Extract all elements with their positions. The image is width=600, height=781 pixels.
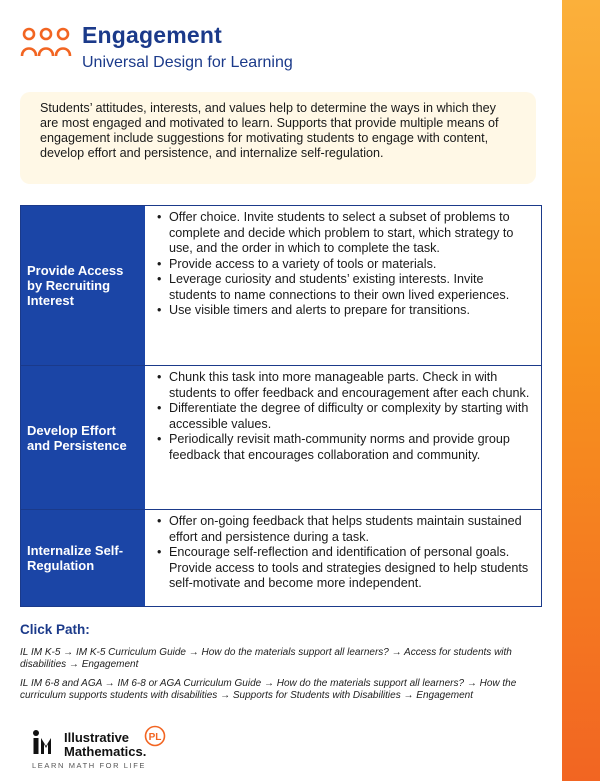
list-item: • Offer on-going feedback that helps students maintain sustained effort and persistence during a task. bbox=[155, 514, 531, 545]
side-decorative-stripe bbox=[562, 0, 600, 781]
row-label: Develop Effort and Persistence bbox=[21, 366, 145, 509]
list-item: • Offer choice. Invite students to select a subset of problems to complete and decide which problem to start, which strategy to use, and the order in which to complete the task. bbox=[155, 210, 531, 257]
im-logo-mark-icon bbox=[32, 729, 58, 755]
strategies-table bbox=[20, 205, 542, 607]
page-title: Engagement bbox=[82, 22, 223, 48]
intro-box: Students’ attitudes, interests, and values help to determine the ways in which they are most engaged and motivated to learn. Supports that provide multiple means of engagement include suggestions for motivating students to engage with content, develop effort and persistence, and internalize self-regulation. bbox=[20, 92, 536, 184]
logo-brand-line1: Illustrative bbox=[64, 730, 130, 745]
click-path-item: IL IM 6-8 and AGA → IM 6-8 or AGA Curriculum Guide → How do the materials support all learners? → How the curriculum supports students with disabilities → Supports for Students with Disabilities → Engagement bbox=[20, 678, 517, 701]
list-item: • Provide access to a variety of tools or materials. bbox=[155, 257, 531, 273]
people-group-icon bbox=[20, 26, 72, 66]
table-row bbox=[21, 366, 541, 510]
list-item: • Leverage curiosity and students’ existing interests. Invite students to name connections to their own lived experiences. bbox=[155, 272, 531, 303]
click-path-item: IL IM K-5 → IM K-5 Curriculum Guide → How do the materials support all learners? → Access for students with disabilities → Engagement bbox=[20, 647, 512, 670]
list-item: • Encourage self-reflection and identification of personal goals. Provide access to tools and strategies designed to help students self-motivate and become more independent. bbox=[155, 545, 531, 592]
logo-tagline: LEARN MATH FOR LIFE bbox=[32, 761, 147, 770]
row-content bbox=[145, 366, 541, 509]
list-item: • Differentiate the degree of difficulty or complexity by starting with accessible values. bbox=[155, 401, 531, 432]
row-content bbox=[145, 510, 541, 606]
list-item: • Use visible timers and alerts to prepare for transitions. bbox=[155, 303, 531, 319]
click-path-title: Click Path: bbox=[20, 622, 90, 637]
row-label: Provide Access by Recruiting Interest bbox=[21, 206, 145, 365]
row-content bbox=[145, 206, 541, 365]
list-item: • Chunk this task into more manageable parts. Check in with students to offer feedback and encouragement after each chunk. bbox=[155, 370, 531, 401]
illustrative-mathematics-logo bbox=[32, 725, 172, 771]
table-row bbox=[21, 510, 541, 606]
logo-brand-line2: Mathematics. bbox=[64, 744, 147, 759]
row-label: Internalize Self-Regulation bbox=[21, 510, 145, 606]
list-item: • Periodically revisit math-community norms and provide group feedback that encourages collaboration and community. bbox=[155, 432, 531, 463]
header bbox=[20, 22, 540, 82]
pl-badge-icon bbox=[144, 725, 166, 747]
table-row bbox=[21, 206, 541, 366]
click-path-section bbox=[20, 622, 540, 709]
page-subtitle: Universal Design for Learning bbox=[82, 54, 293, 71]
svg-text:PL: PL bbox=[148, 732, 162, 743]
